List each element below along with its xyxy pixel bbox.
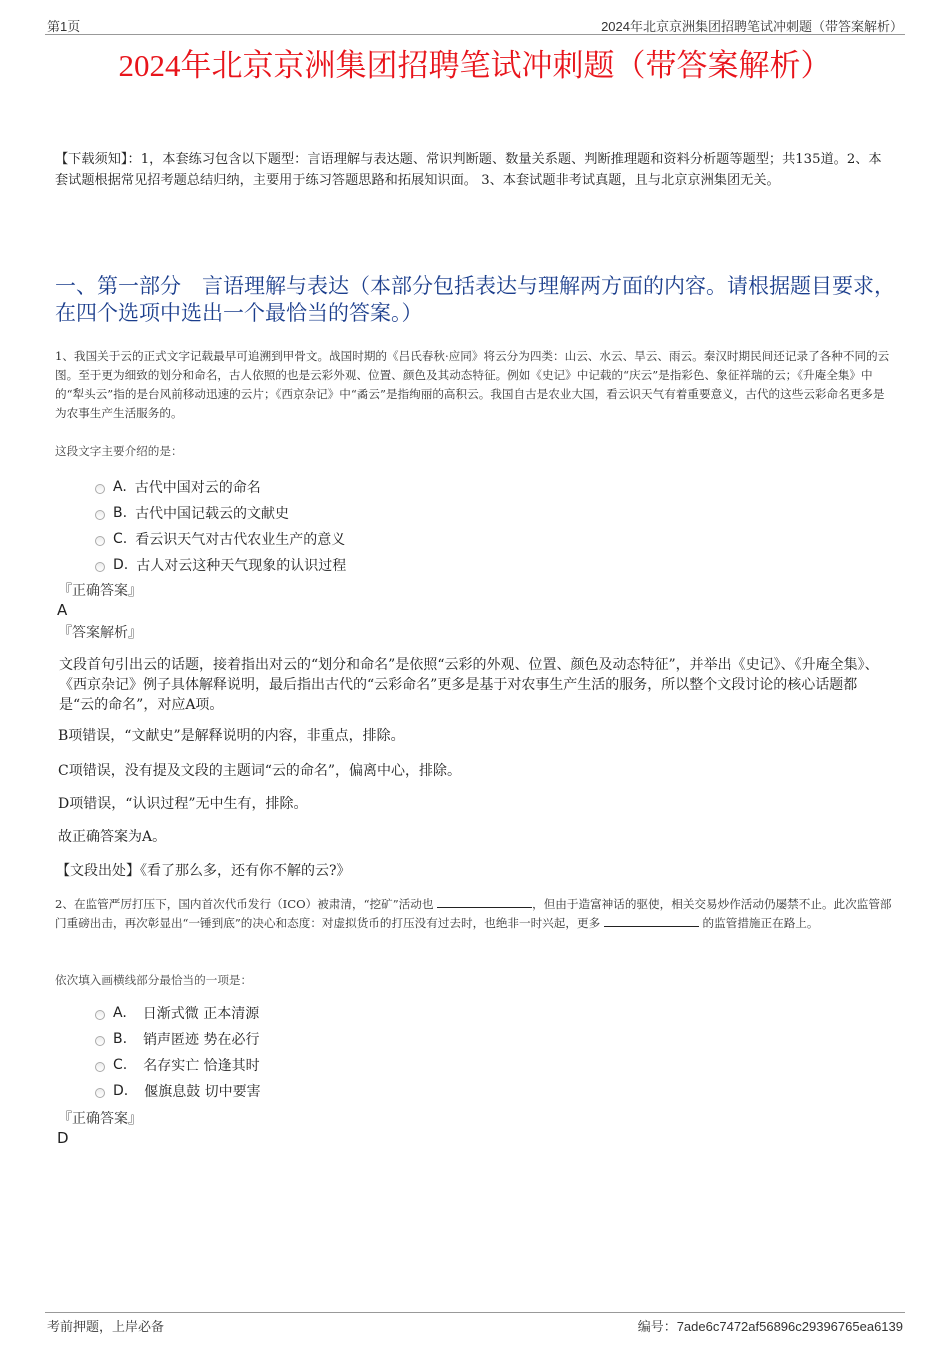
radio-icon[interactable] [95, 1088, 105, 1098]
option-c[interactable] [95, 1052, 261, 1078]
question-2-text-part1: 2、在监管严厉打压下，国内首次代币发行（ICO）被肃清，“挖矿”活动也 [55, 897, 434, 911]
analysis-line-d: D项错误，“认识过程”无中生有，排除。 [58, 796, 308, 812]
question-1-prompt: 这段文字主要介绍的是： [55, 444, 183, 458]
option-text: 古代中国对云的命名 [134, 480, 261, 496]
analysis-line-b: B项错误，“文献史”是解释说明的内容，非重点，排除。 [58, 728, 405, 744]
footer-serial: 编号：7ade6c7472af56896c29396765ea6139 [637, 1319, 903, 1334]
question-1-options [95, 474, 346, 578]
answer-value: D [57, 1129, 69, 1147]
option-letter: D. [113, 1083, 129, 1099]
option-text: 日渐式微 正本清源 [142, 1006, 260, 1022]
page-number: 第1页 [47, 19, 81, 34]
option-text: 看云识天气对古代农业生产的意义 [135, 532, 346, 548]
page-footer [45, 1312, 905, 1334]
option-text: 古人对云这种天气现象的认识过程 [136, 558, 347, 574]
fill-blank-1 [437, 897, 532, 908]
analysis-conclusion: 故正确答案为A。 [58, 829, 167, 845]
radio-icon[interactable] [95, 510, 105, 520]
footer-slogan: 考前押题，上岸必备 [47, 1319, 165, 1334]
question-2-text-part2: ，但由于造富神话的驱使，相关交易炒作活动仍屡禁不止。此次监管部门重磅出击，再次彰显出“一锤到底”的决心和态度：对虚拟货币的打压没有过去时，也绝非一时兴起，更多 [55, 897, 892, 930]
option-letter: C. [113, 531, 128, 547]
question-2-options [95, 1000, 261, 1104]
radio-icon[interactable] [95, 1010, 105, 1020]
radio-icon[interactable] [95, 536, 105, 546]
passage-source: 【文段出处】《看了那么多，还有你不解的云?》 [56, 863, 351, 879]
document-title: 2024年北京京洲集团招聘笔试冲刺题（带答案解析） [118, 48, 832, 83]
option-letter: C. [113, 1057, 128, 1073]
question-1-text: 1、我国关于云的正式文字记载最早可追溯到甲骨文。战国时期的《吕氏春秋·应同》将云分为四类：山云、水云、旱云、雨云。秦汉时期民间还记录了各种不同的云图。至于更为细致的划分和命名，古人依照的也是云彩外观、位置、颜色及其动态特征。例如《史记》中记载的“庆云”是指彩色、象征祥瑞的云；《升庵全集》中的“犁头云”指的是台风前移动迅速的云片；《西京杂记》中“矞云”是指绚丽的高积云。我国自古是农业大国，看云识天气有着重要意义，古代的这些云彩命名更多是为农事生产生活服务的。 [55, 349, 890, 420]
option-letter: A. [113, 1005, 127, 1021]
option-letter: B. [113, 1031, 128, 1047]
section-heading: 一、第一部分 言语理解与表达（本部分包括表达与理解两方面的内容。请根据题目要求，在四个选项中选出一个最恰当的答案。） [55, 274, 895, 325]
radio-icon[interactable] [95, 1036, 105, 1046]
answer-value: A [57, 601, 68, 619]
option-a[interactable] [95, 1000, 261, 1026]
radio-icon[interactable] [95, 1062, 105, 1072]
analysis-line-c: C项错误，没有提及文段的主题词“云的命名”，偏离中心，排除。 [58, 763, 462, 779]
question-2-prompt: 依次填入画横线部分最恰当的一项是： [55, 973, 253, 987]
option-letter: A. [113, 479, 127, 495]
option-d[interactable] [95, 552, 346, 578]
option-text: 偃旗息鼓 切中要害 [144, 1084, 261, 1100]
option-text: 名存实亡 恰逢其时 [143, 1058, 260, 1074]
analysis-label: 『答案解析』 [58, 625, 142, 641]
answer-label: 『正确答案』 [58, 1111, 142, 1127]
option-b[interactable] [95, 500, 346, 526]
radio-icon[interactable] [95, 484, 105, 494]
option-letter: D. [113, 557, 129, 573]
option-text: 销声匿迹 势在必行 [143, 1032, 260, 1048]
download-notice: 【下载须知】：1，本套练习包含以下题型：言语理解与表达题、常识判断题、数量关系题、判断推理题和资料分析题等题型；共135道。2、本套试题根据常见招考题总结归纳，主要用于练习答题思路和拓展知识面。 3、本套试题非考试真题，且与北京京洲集团无关。 [55, 152, 882, 188]
option-a[interactable] [95, 474, 346, 500]
option-letter: B. [113, 505, 128, 521]
option-d[interactable] [95, 1078, 261, 1104]
question-2-text-part3: 的监管措施正在路上。 [702, 916, 819, 930]
analysis-text: 文段首句引出云的话题，接着指出对云的“划分和命名”是依照“云彩的外观、位置、颜色及动态特征”，并举出《史记》、《升庵全集》、《西京杂记》例子具体解释说明，最后指出古代的“云彩命名”更多是基于对农事生产生活的服务，所以整个文段讨论的核心话题都是“云的命名”，对应A项。 [59, 657, 879, 713]
answer-label: 『正确答案』 [58, 583, 142, 599]
fill-blank-2 [604, 916, 699, 927]
option-text: 古代中国记载云的文献史 [135, 506, 290, 522]
header-doc-title: 2024年北京京洲集团招聘笔试冲刺题（带答案解析） [601, 19, 903, 34]
radio-icon[interactable] [95, 562, 105, 572]
option-b[interactable] [95, 1026, 261, 1052]
question-2-text [55, 895, 895, 933]
page-header [45, 14, 905, 35]
option-c[interactable] [95, 526, 346, 552]
